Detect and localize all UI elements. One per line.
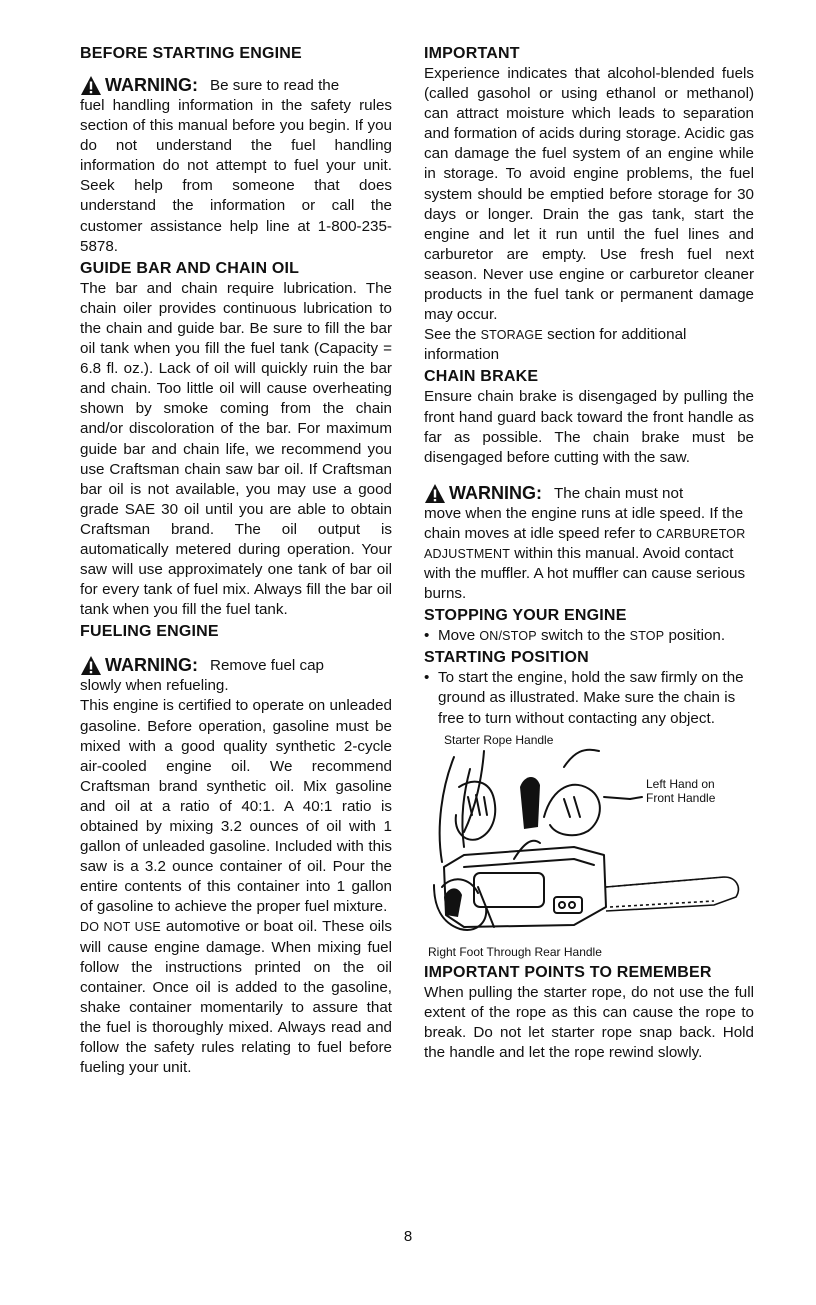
right-column: [424, 44, 754, 1063]
warning-fuel-cap: [80, 654, 392, 676]
list-text: switch to the: [536, 627, 630, 645]
storage-smallcaps: STORAGE: [480, 328, 543, 343]
storage-rest: section for additional information: [424, 326, 687, 364]
warning-label: WARNING:: [105, 75, 198, 95]
warning-body-part: move when the engine runs at idle speed. If the chain moves at idle speed refer to: [424, 504, 744, 542]
list-text: position.: [664, 627, 726, 645]
stop-smallcaps: STOP: [629, 629, 665, 644]
stopping-list: [424, 626, 754, 646]
important-body: Experience indicates that alcohol-blended fuels (called gasohol or using ethanol or methanol) can attract moisture which leads to separation and formation of acids during storage. Acidic gas can damage the fuel system of an engine while in storage. To avoid engine problems, the fuel system should be emptied before storage for 30 days or longer. Drain the gas tank, start the engine and let it run until the fuel lines and carburetor are empty. Use fresh fuel next season. Never use engine or carburetor cleaner products in the fuel tank or permanent damage may occur.: [424, 65, 754, 324]
list-text: To start the engine, hold the saw firmly on the ground as illustrated. Make sure the chain is free to turn without contacting any object.: [438, 669, 744, 727]
storage-reference: [424, 325, 754, 365]
warning-triangle-icon: [80, 655, 102, 676]
list-text: Move: [438, 627, 480, 645]
carburetor-adjustment-smallcaps: CARBURETOR ADJUSTMENT: [424, 526, 746, 561]
bullet: •: [424, 669, 430, 687]
warning-triangle-icon: [80, 75, 102, 96]
warning-label: WARNING:: [449, 482, 542, 503]
important-heading: IMPORTANT: [424, 45, 520, 62]
caption-left-hand: Left Hand on Front Handle: [646, 776, 716, 805]
important-points-body: When pulling the starter rope, do not use the full extent of the rope as this can cause the rope to break. Do not let starter rope snap back. Hold the handle and let the rope rewind slowly.: [424, 983, 754, 1061]
do-not-use-rest: automotive or boat oil. These oils will cause engine damage. When mixing fuel follow the instructions printed on the oil container. Once oil is added to the gasoline, shake container momentarily to assure that the fuel is thoroughly mixed. Always read and follow the safety rules relating to fuel before fueling your unit.: [80, 918, 392, 1077]
see-the-text: See the: [424, 326, 481, 344]
chain-brake-heading: CHAIN BRAKE: [424, 368, 539, 386]
chain-brake-body: Ensure chain brake is disengaged by pulling the front hand guard back toward the front handle as far as possible. The chain brake must be disengaged before cutting with the saw.: [424, 388, 754, 466]
warning-fuel-handling: [80, 74, 392, 96]
caption-starter-rope-handle: Starter Rope Handle: [444, 732, 554, 747]
bullet: •: [424, 627, 430, 645]
fueling-body: This engine is certified to operate on unleaded gasoline. Before operation, gasoline must be mixed with a good quality synthetic 2-cycle air-cooled engine oil. We recommend Craftsman brand synthetic oil. Mix gasoline and oil at a ratio of 40:1. A 40:1 ratio is obtained by mixing 3.2 ounces of oil with 1 gallon of unleaded gasoline. Included with this saw is a 3.2 ounce container of oil. Pour the entire contents of this container into 1 gallon of gasoline to achieve the proper fuel mixture.: [80, 697, 392, 916]
warning-lead: Be sure to read the: [210, 77, 340, 94]
caption-right-foot: Right Foot Through Rear Handle: [428, 944, 602, 959]
warning-body: slowly when refueling.: [80, 677, 229, 695]
before-starting-heading: BEFORE STARTING ENGINE: [80, 45, 302, 62]
warning-triangle-icon: [424, 483, 446, 504]
warning-chain-idle: [424, 482, 754, 504]
starting-position-figure: [424, 733, 754, 961]
list-item: [424, 626, 754, 646]
on-stop-smallcaps: ON/STOP: [479, 629, 537, 644]
warning-body: [424, 504, 754, 604]
page-number: 8: [403, 1228, 413, 1245]
guide-bar-body: The bar and chain require lubrication. The chain oiler provides continuous lubrication to the chain and guide bar. Be sure to fill the bar oil tank when you fill the fuel tank (Capacity = 6.8 fl. oz.). Lack of oil will quickly ruin the bar and chain. Too little oil will cause overheating shown by smoke coming from the chain and/or discoloration of the bar. For maximum guide bar and chain life, we recommend you use Craftsman chain saw bar oil. If Craftsman bar oil is not available, you may use a good grade SAE 30 oil until you are able to obtain Craftsman brand. The oil output is automatically metered during operation. Your saw will use approximately one tank of bar oil for every tank of fuel mix. Always fill the bar oil tank when you fill the fuel tank.: [80, 279, 392, 619]
warning-label: WARNING:: [105, 655, 198, 676]
do-not-use-paragraph: [80, 917, 392, 1078]
warning-lead: The chain must not: [554, 484, 684, 502]
do-not-use-smallcaps: DO NOT USE: [80, 920, 161, 935]
starting-position-heading: STARTING POSITION: [424, 649, 589, 667]
left-column: [80, 44, 392, 1078]
list-item: [424, 668, 754, 728]
warning-body: fuel handling information in the safety rules section of this manual before you begin. If you do not understand the fuel handling information do not attempt to fuel your unit. Seek help from someone that does understand the information or call the customer assistance help line at 1-800-235-5878.: [80, 97, 392, 255]
stopping-engine-heading: STOPPING YOUR ENGINE: [424, 607, 627, 625]
important-points-heading: IMPORTANT POINTS TO REMEMBER: [424, 963, 712, 981]
warning-lead: Remove fuel cap: [210, 657, 324, 675]
starting-list: [424, 668, 754, 728]
fueling-engine-heading: FUELING ENGINE: [80, 623, 219, 641]
guide-bar-heading: GUIDE BAR AND CHAIN OIL: [80, 259, 300, 277]
warning-body-part: within this manual. Avoid contact with the muffler. A hot muffler can cause serious burns.: [424, 544, 746, 603]
chainsaw-start-illustration: [424, 747, 754, 947]
